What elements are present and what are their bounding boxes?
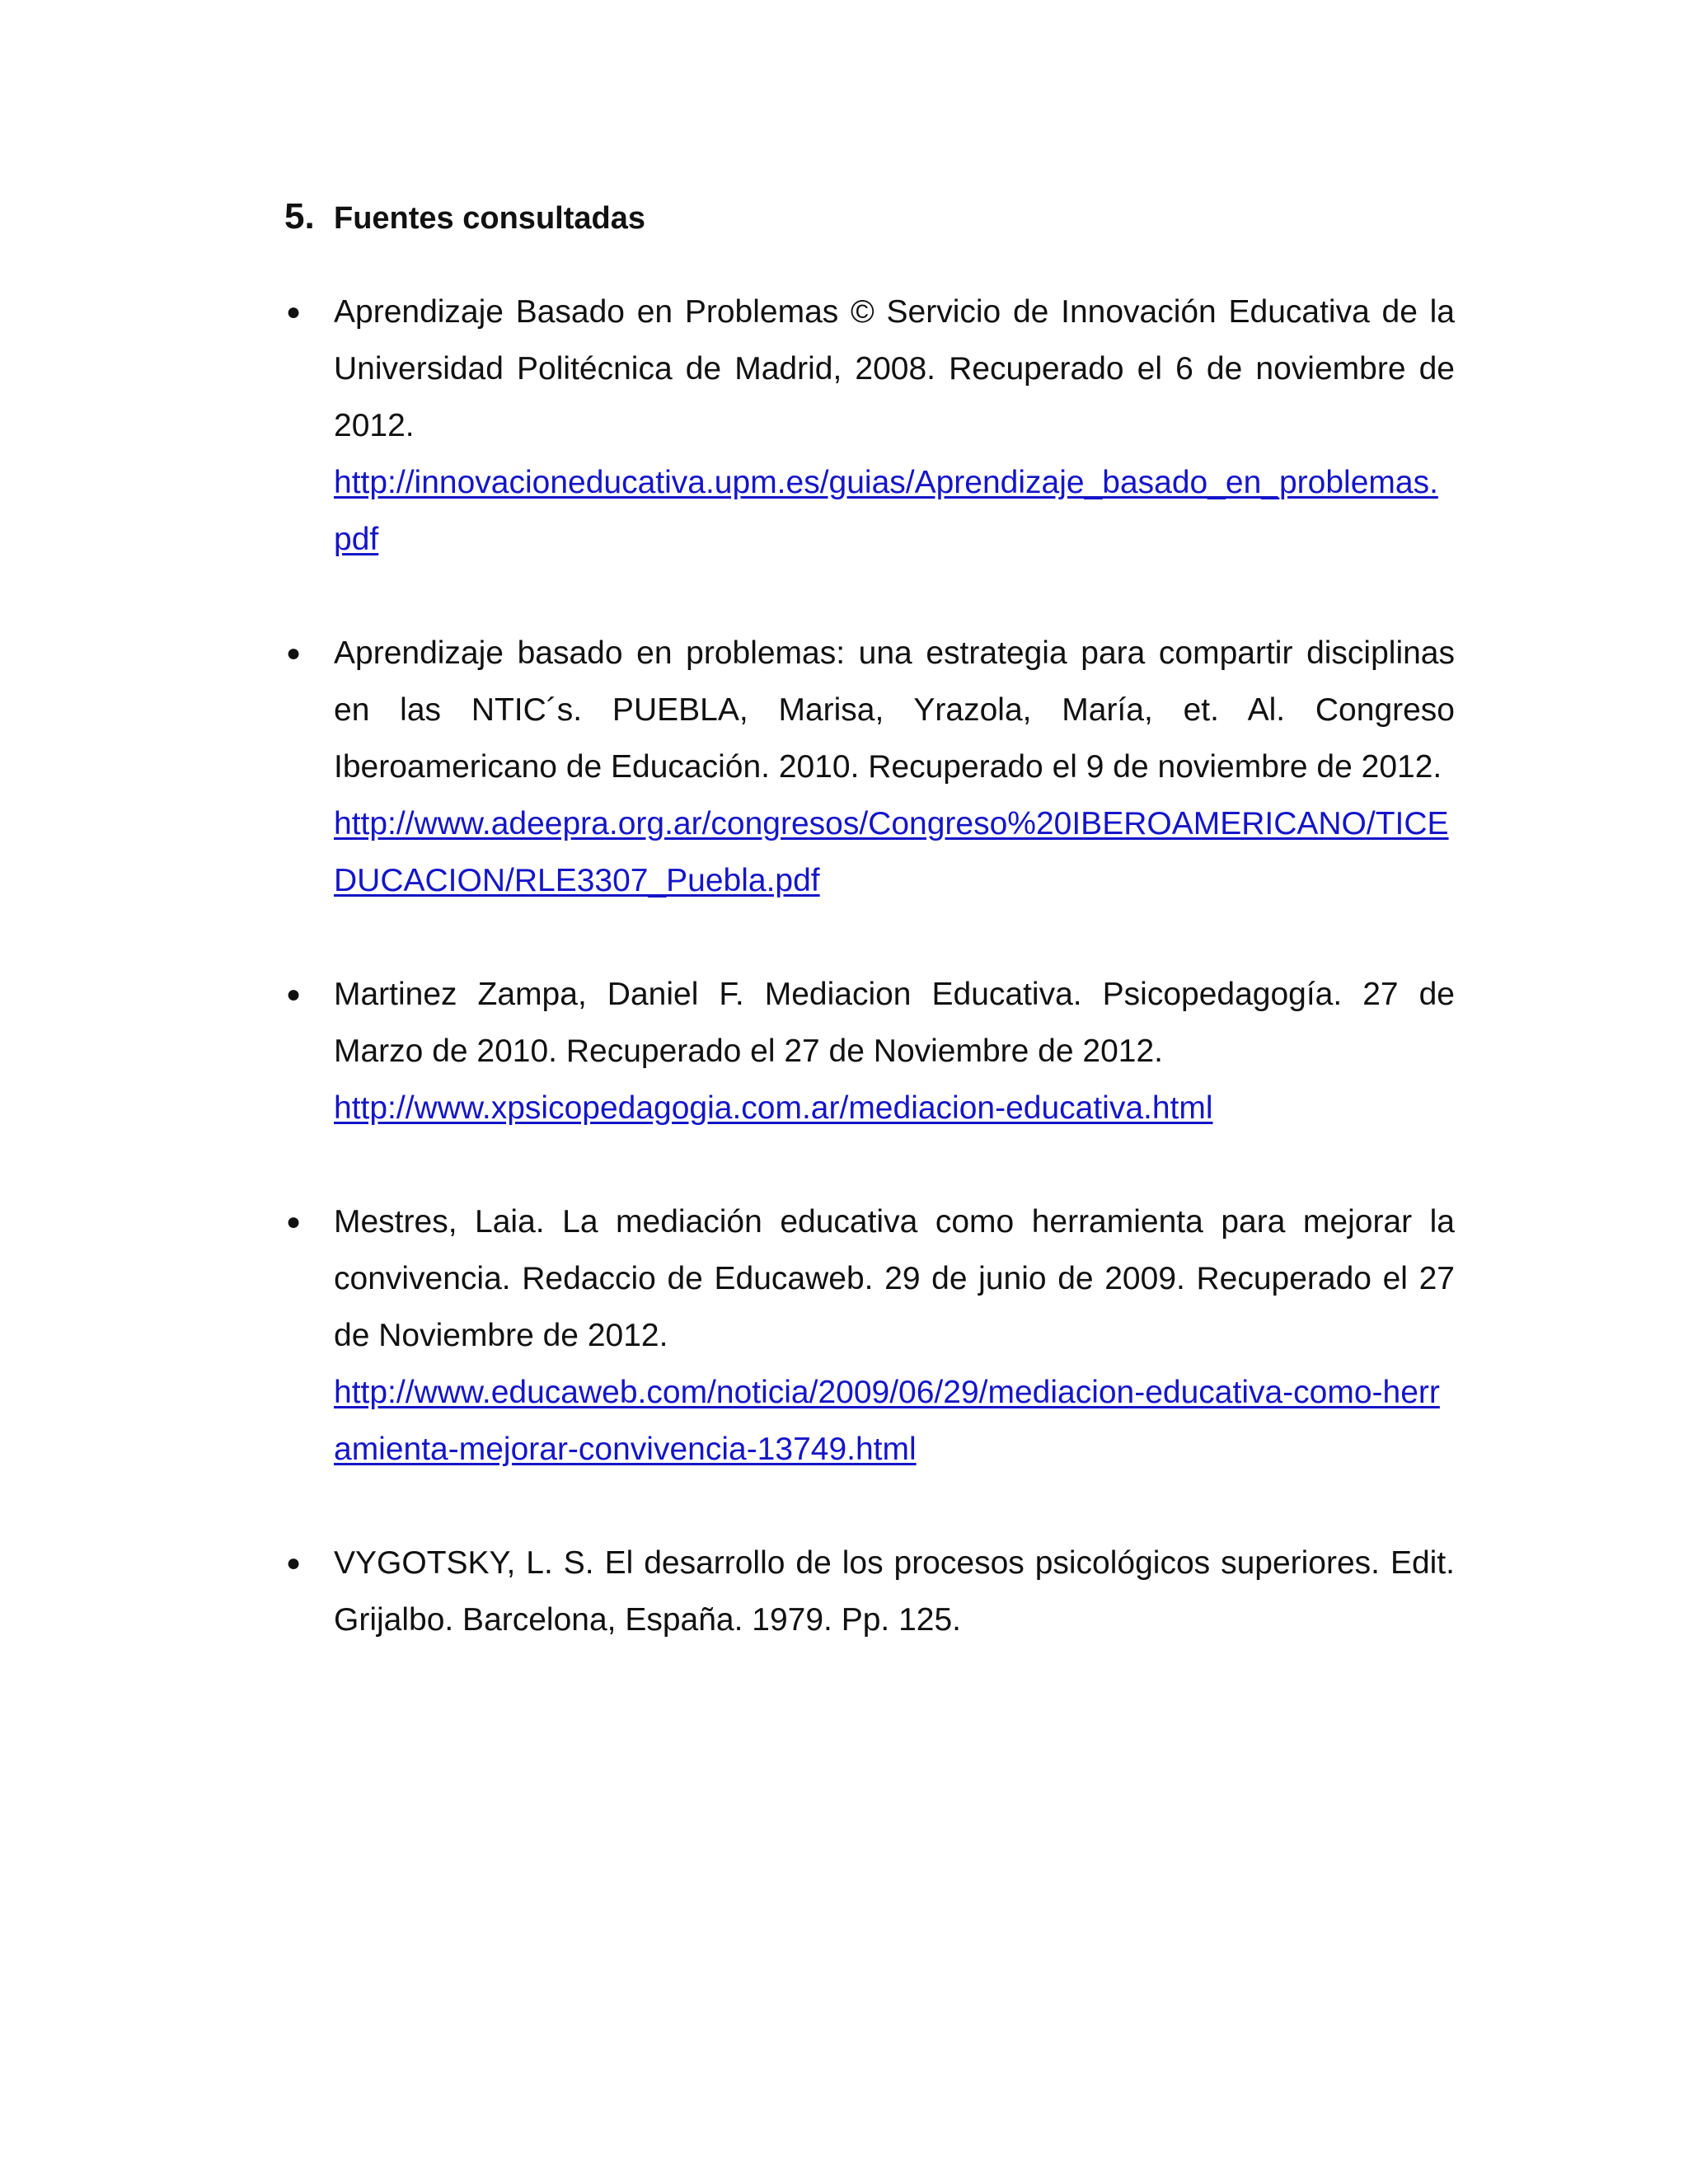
section-heading: [284, 196, 645, 237]
reference-link[interactable]: http://innovacioneducativa.upm.es/guias/Aprendizaje_basado_en_problemas.pdf: [334, 465, 1438, 557]
bullet-icon: ●: [286, 640, 302, 667]
bullet-icon: ●: [286, 1208, 302, 1235]
reference-text: Mestres, Laia. La mediación educativa como herramienta para mejorar la convivencia. Redaccio de Educaweb. 29 de junio de 2009. Recuperado el 27 de Noviembre de 2012.: [334, 1204, 1455, 1353]
reference-text: Aprendizaje Basado en Problemas © Servicio de Innovación Educativa de la Universidad Politécnica de Madrid, 2008. Recuperado el 6 de noviembre de 2012.: [334, 294, 1455, 443]
reference-link[interactable]: http://www.xpsicopedagogia.com.ar/mediacion-educativa.html: [334, 1090, 1213, 1126]
section-title: Fuentes consultadas: [334, 201, 645, 236]
bullet-icon: ●: [286, 981, 302, 1008]
section-number: 5.: [284, 196, 315, 237]
bullet-icon: ●: [286, 298, 302, 326]
reference-item: [284, 1535, 1455, 1648]
reference-link[interactable]: http://www.educaweb.com/noticia/2009/06/29/mediacion-educativa-como-herramienta-mejorar-convivencia-13749.html: [334, 1375, 1440, 1467]
reference-text: Martinez Zampa, Daniel F. Mediacion Educativa. Psicopedagogía. 27 de Marzo de 2010. Recuperado el 27 de Noviembre de 2012.: [334, 977, 1455, 1069]
reference-item: [284, 284, 1455, 568]
reference-text: VYGOTSKY, L. S. El desarrollo de los procesos psicológicos superiores. Edit. Grijalbo. Barcelona, España. 1979. Pp. 125.: [334, 1545, 1455, 1638]
reference-list: [284, 284, 1455, 1705]
reference-text: Aprendizaje basado en problemas: una estrategia para compartir disciplinas en las NTIC´s. PUEBLA, Marisa, Yrazola, María, et. Al. Congreso Iberoamericano de Educación. 2010. Recuperado el 9 de noviembre de 2012.: [334, 635, 1455, 785]
reference-link[interactable]: http://www.adeepra.org.ar/congresos/Congreso%20IBEROAMERICANO/TICEDUCACION/RLE3307_Puebla.pdf: [334, 806, 1449, 898]
bullet-icon: ●: [286, 1549, 302, 1577]
reference-item: [284, 625, 1455, 909]
reference-item: [284, 966, 1455, 1137]
reference-item: [284, 1193, 1455, 1478]
